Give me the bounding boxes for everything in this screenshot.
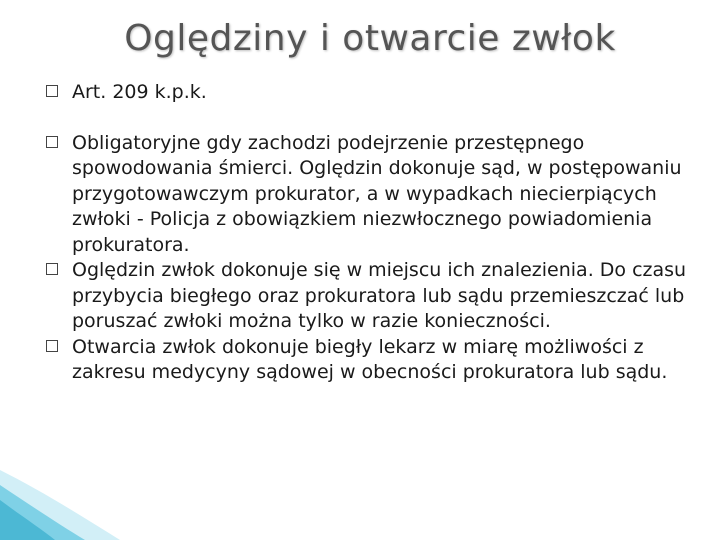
- square-bullet-icon: [46, 85, 58, 97]
- bullet-list: [46, 80, 696, 386]
- square-bullet-icon: [46, 263, 58, 275]
- bullet-text: Oględzin zwłok dokonuje się w miejscu ich znalezienia. Do czasu przybycia biegłego oraz prokuratora lub sądu przemieszczać lub poruszać zwłoki można tylko w razie konieczności.: [72, 259, 687, 332]
- bullet-item-place: [46, 258, 696, 335]
- slide-title: Oględziny i otwarcie zwłok: [124, 18, 616, 59]
- bullet-text: Art. 209 k.p.k.: [72, 81, 207, 103]
- bullet-text: Otwarcia zwłok dokonuje biegły lekarz w miarę możliwości z zakresu medycyny sądowej w obecności prokuratora lub sądu.: [72, 335, 668, 383]
- bullet-text: Obligatoryjne gdy zachodzi podejrzenie przestępnego spowodowania śmierci. Oględzin dokonuje sąd, w postępowaniu przygotowawczym prokurator, a w wypadkach niecierpiących zwłoki - Policja z obowiązkiem niezwłocznego powiadomienia prokuratora.: [72, 131, 682, 256]
- bullet-item-obligatory: [46, 131, 696, 259]
- decorative-wave-graphic: [0, 430, 200, 540]
- bullet-item-autopsy: [46, 335, 696, 386]
- bullet-item-article: [46, 80, 696, 106]
- square-bullet-icon: [46, 136, 58, 148]
- square-bullet-icon: [46, 340, 58, 352]
